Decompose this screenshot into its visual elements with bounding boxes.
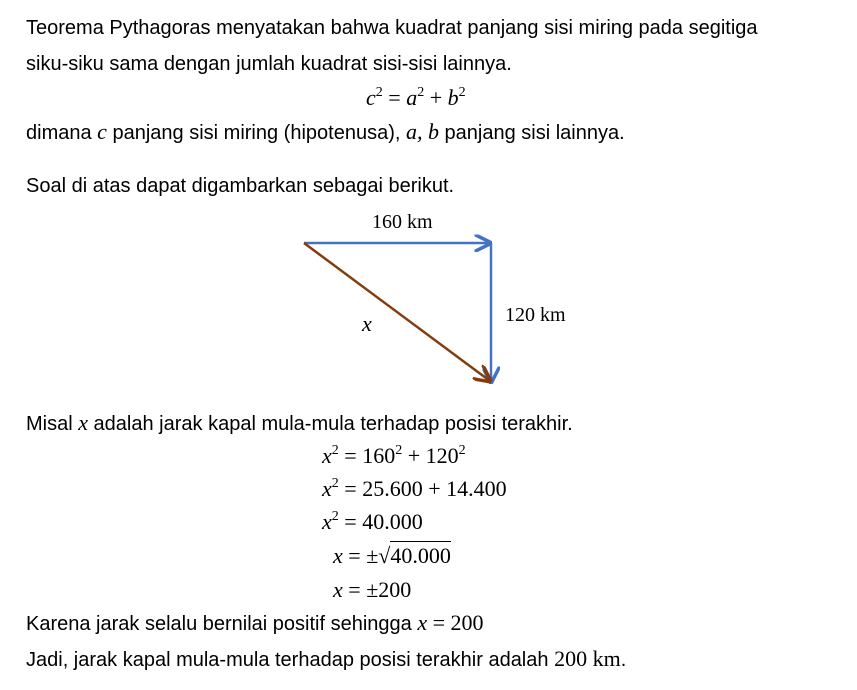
equation-4: x = ±√40.000 xyxy=(333,543,451,568)
misal-line: Misal x adalah jarak kapal mula-mula terhadap posisi terakhir. xyxy=(26,410,573,435)
definition-line: dimana c panjang sisi miring (hipotenusa), a, b panjang sisi lainnya. xyxy=(26,119,625,144)
pythagoras-formula: $c^2 = a^2 + b^2$ xyxy=(366,85,466,110)
intro-line-1: Teorema Pythagoras menyatakan bahwa kuadrat panjang sisi miring pada segitiga xyxy=(26,17,758,39)
hypotenuse-arrow xyxy=(304,243,490,381)
top-side-label: 160 km xyxy=(372,211,433,233)
diagram-intro: Soal di atas dapat digambarkan sebagai berikut. xyxy=(26,175,455,197)
hypotenuse-label: x xyxy=(362,311,372,336)
conclusion-line-1: Karena jarak selalu bernilai positif sehingga x = 200 xyxy=(26,610,484,635)
equation-1: $x^2 = 160^2 + 120^2$ xyxy=(322,443,466,468)
triangle-diagram xyxy=(0,200,857,400)
intro-line-2: siku-siku sama dengan jumlah kuadrat sisi-sisi lainnya. xyxy=(26,53,512,75)
right-side-label: 120 km xyxy=(505,304,566,326)
equation-5: x = ±200 xyxy=(333,577,412,602)
conclusion-line-2: Jadi, jarak kapal mula-mula terhadap posisi terakhir adalah 200 km. xyxy=(26,646,627,671)
equation-2: $x^2 = 25.600 + 14.400$ xyxy=(322,476,507,501)
equation-3: $x^2 = 40.000$ xyxy=(322,509,423,534)
